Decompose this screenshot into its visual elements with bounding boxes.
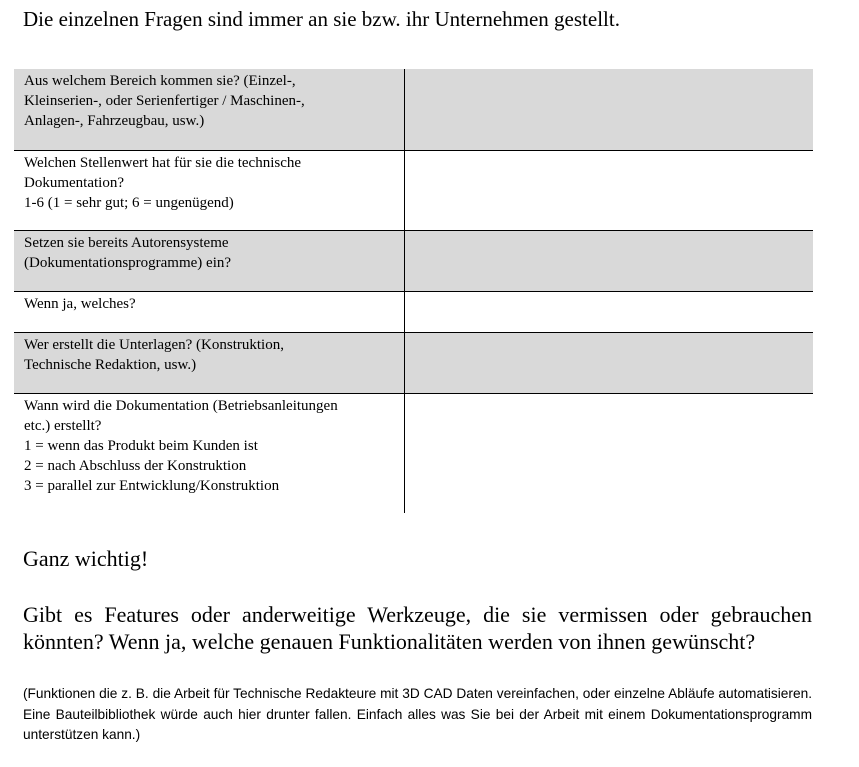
answer-cell[interactable] [404,150,813,230]
question-cell [14,69,404,150]
table-row [14,230,813,291]
question-line: etc.) erstellt? [24,417,102,434]
question-line: 3 = parallel zur Entwicklung/Konstruktion [24,478,280,495]
question-line: Anlagen-, Fahrzeugbau, usw.) [24,113,205,130]
answer-cell[interactable] [404,332,813,393]
question-cell [14,230,404,291]
table-row [14,393,813,513]
question-line: (Dokumentationsprogramme) ein? [24,254,232,271]
questionnaire-body [14,69,813,513]
question-line: 2 = nach Abschluss der Konstruktion [24,458,247,475]
question-line: Setzen sie bereits Autorensysteme [24,234,229,251]
answer-cell[interactable] [404,230,813,291]
question-line: Aus welchem Bereich kommen sie? (Einzel-, [24,73,296,89]
question-line: Technische Redaktion, usw.) [24,356,197,373]
question-line: 1 = wenn das Produkt beim Kunden ist [24,437,258,454]
question-cell [14,332,404,393]
important-heading: Ganz wichtig! [23,546,149,571]
question-line: Wenn ja, welches? [24,295,136,312]
question-cell [14,291,404,332]
question-line: Welchen Stellenwert hat für sie die technische [24,154,302,171]
questionnaire-table [14,69,813,513]
intro-text: Die einzelnen Fragen sind immer an sie bzw. ihr Unternehmen gestellt. [23,7,620,31]
table-row [14,150,813,230]
answer-cell[interactable] [404,69,813,150]
question-line: Wann wird die Dokumentation (Betriebsanleitungen [24,397,338,414]
question-cell [14,393,404,513]
question-line: Dokumentation? [24,174,124,191]
answer-cell[interactable] [404,393,813,513]
table-row [14,332,813,393]
question-line: 1-6 (1 = sehr gut; 6 = ungenügend) [24,194,234,211]
features-note: (Funktionen die z. B. die Arbeit für Technische Redakteure mit 3D CAD Daten vereinfachen, oder einzelne Abläufe automatisieren. Eine Bauteilbibliothek würde auch hier drunter fallen. Einfach alles was Sie bei der Arbeit mit einem Dokumentationsprogramm unterstützen kann.) [23,686,812,742]
table-row [14,69,813,150]
features-question: Gibt es Features oder anderweitige Werkzeuge, die sie vermissen oder gebrauchen könnten? Wenn ja, welche genauen Funktionalitäten werden von ihnen gewünscht? [23,602,812,654]
table-row [14,291,813,332]
question-cell [14,150,404,230]
answer-cell[interactable] [404,291,813,332]
question-line: Kleinserien-, oder Serienfertiger / Maschinen-, [24,93,305,110]
question-line: Wer erstellt die Unterlagen? (Konstruktion, [24,336,284,353]
